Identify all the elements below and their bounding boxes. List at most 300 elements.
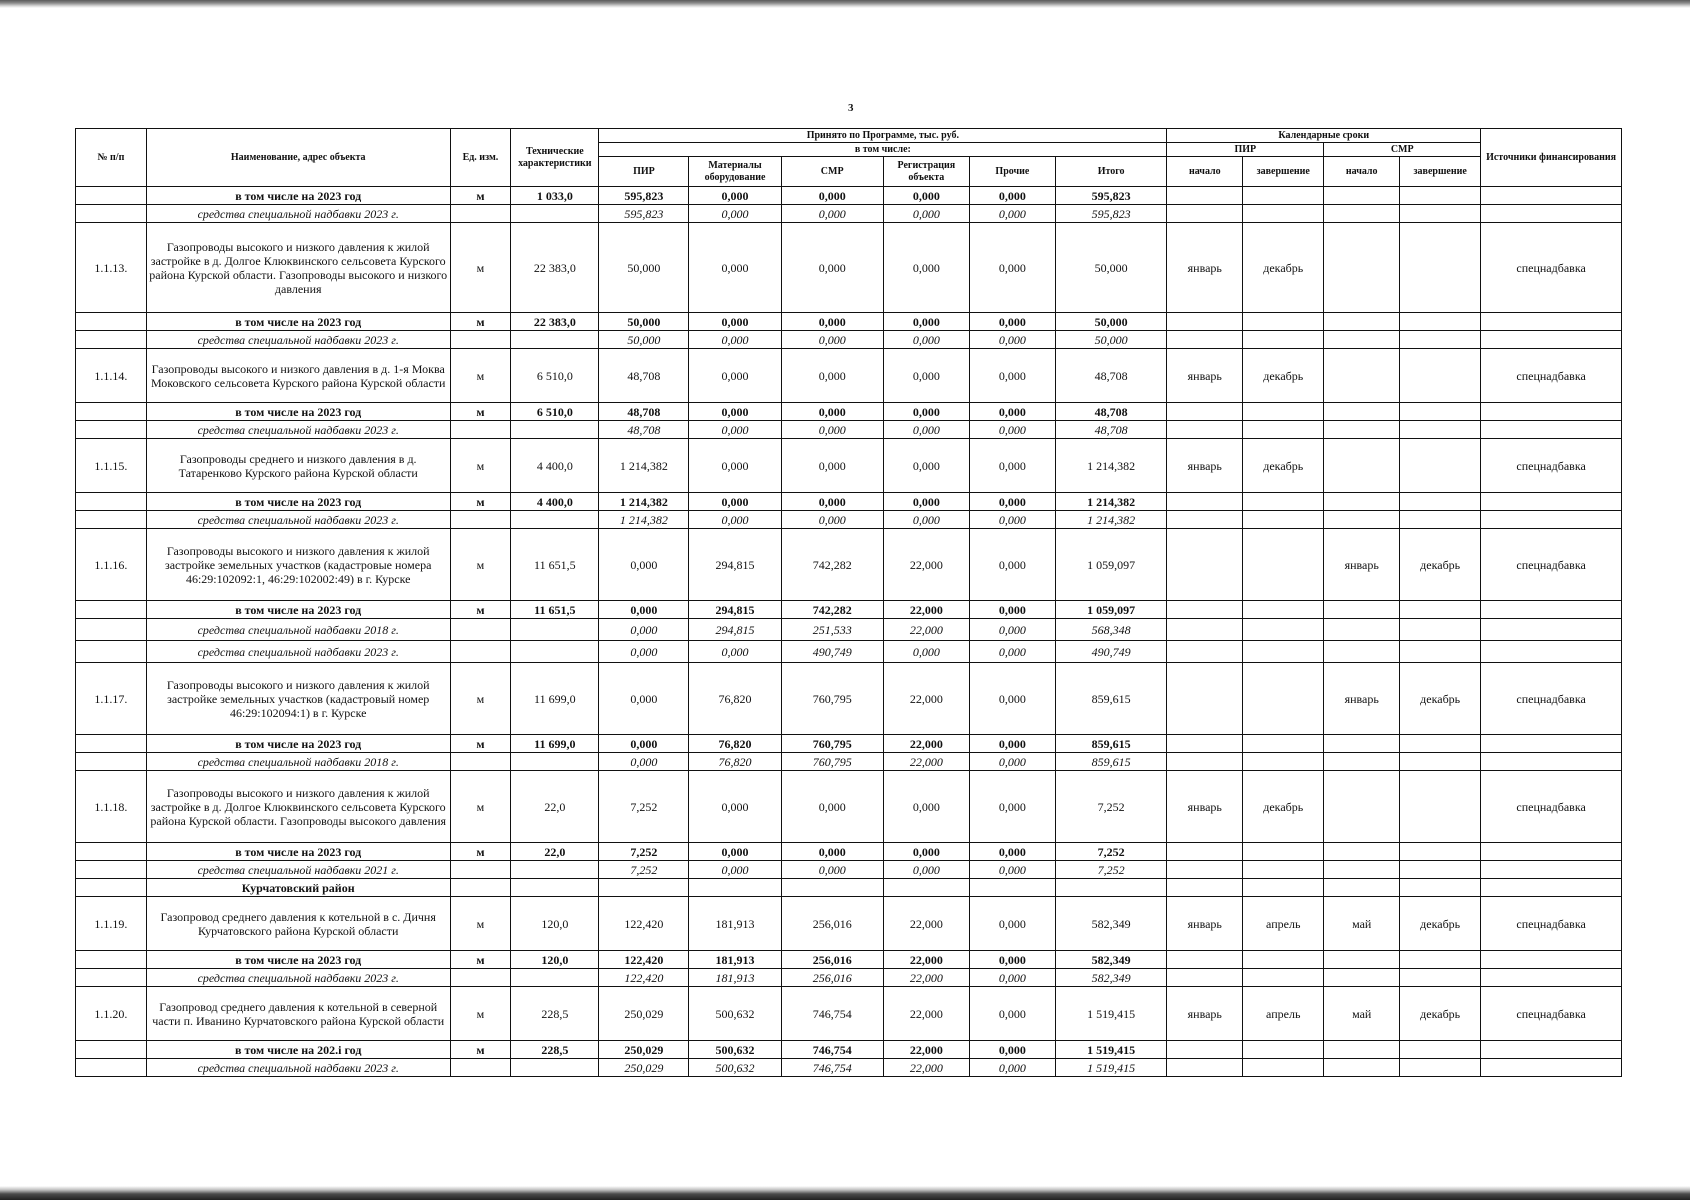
cell-unit: м <box>450 403 511 421</box>
cell-num: 1.1.13. <box>76 223 147 313</box>
cell-tech <box>511 511 599 529</box>
cell-end-pir <box>1243 421 1324 439</box>
cell-start-pir <box>1167 313 1243 331</box>
header-sources: Источники финансирования <box>1481 129 1622 187</box>
cell-start-pir <box>1167 403 1243 421</box>
cell-source <box>1481 843 1622 861</box>
cell-end-pir: декабрь <box>1243 223 1324 313</box>
cell-pir: 1 214,382 <box>599 439 689 493</box>
cell-total: 490,749 <box>1055 641 1166 663</box>
cell-name: в том числе на 2023 год <box>146 313 450 331</box>
cell-pir: 7,252 <box>599 843 689 861</box>
cell-name: в том числе на 2023 год <box>146 403 450 421</box>
cell-num <box>76 641 147 663</box>
cell-start-pir <box>1167 493 1243 511</box>
cell-start-pir: январь <box>1167 223 1243 313</box>
cell-name: средства специальной надбавки 2018 г. <box>146 753 450 771</box>
cell-start-pir <box>1167 663 1243 735</box>
year-subtotal-row <box>76 843 1622 861</box>
cell-materials: 500,632 <box>689 1059 781 1077</box>
cell-other: 0,000 <box>969 601 1055 619</box>
object-row <box>76 223 1622 313</box>
cell-materials: 0,000 <box>689 313 781 331</box>
cell-num <box>76 1059 147 1077</box>
cell-tech <box>511 861 599 879</box>
cell-start-pir: январь <box>1167 349 1243 403</box>
cell-name: средства специальной надбавки 2023 г. <box>146 511 450 529</box>
year-subtotal-row <box>76 735 1622 753</box>
cell-end-smr <box>1400 439 1481 493</box>
year-subtotal-row <box>76 493 1622 511</box>
cell-source: спецнадбавка <box>1481 663 1622 735</box>
cell-end-pir <box>1243 879 1324 897</box>
cell-other: 0,000 <box>969 187 1055 205</box>
cell-num <box>76 187 147 205</box>
cell-start-smr <box>1324 1059 1400 1077</box>
funding-row <box>76 861 1622 879</box>
header-name: Наименование, адрес объекта <box>146 129 450 187</box>
header-materials: Материалы оборудование <box>689 157 781 187</box>
cell-total: 50,000 <box>1055 223 1166 313</box>
cell-name: в том числе на 2023 год <box>146 493 450 511</box>
cell-other: 0,000 <box>969 619 1055 641</box>
cell-tech: 120,0 <box>511 897 599 951</box>
year-subtotal-row <box>76 951 1622 969</box>
cell-num <box>76 205 147 223</box>
cell-pir: 48,708 <box>599 421 689 439</box>
cell-source: спецнадбавка <box>1481 987 1622 1041</box>
cell-end-pir <box>1243 861 1324 879</box>
cell-registration: 0,000 <box>883 349 969 403</box>
cell-num <box>76 843 147 861</box>
cell-start-smr: январь <box>1324 529 1400 601</box>
region-row <box>76 879 1622 897</box>
cell-tech <box>511 619 599 641</box>
year-subtotal-row <box>76 313 1622 331</box>
cell-other: 0,000 <box>969 205 1055 223</box>
cell-end-smr <box>1400 861 1481 879</box>
cell-pir: 7,252 <box>599 771 689 843</box>
cell-start-pir <box>1167 969 1243 987</box>
funding-row <box>76 641 1622 663</box>
cell-start-pir <box>1167 529 1243 601</box>
cell-other: 0,000 <box>969 421 1055 439</box>
cell-end-pir <box>1243 969 1324 987</box>
cell-tech: 22,0 <box>511 771 599 843</box>
scan-edge-top <box>0 0 1690 8</box>
cell-total: 1 519,415 <box>1055 1059 1166 1077</box>
cell-start-smr: май <box>1324 987 1400 1041</box>
cell-end-smr <box>1400 843 1481 861</box>
cell-source: спецнадбавка <box>1481 529 1622 601</box>
cell-source <box>1481 641 1622 663</box>
cell-unit: м <box>450 493 511 511</box>
cell-registration: 22,000 <box>883 1041 969 1059</box>
cell-end-smr <box>1400 403 1481 421</box>
cell-tech: 6 510,0 <box>511 349 599 403</box>
cell-pir: 1 214,382 <box>599 511 689 529</box>
header-including: в том числе: <box>599 143 1167 157</box>
cell-source <box>1481 1059 1622 1077</box>
cell-num <box>76 313 147 331</box>
cell-other: 0,000 <box>969 735 1055 753</box>
cell-materials: 0,000 <box>689 331 781 349</box>
cell-pir: 7,252 <box>599 861 689 879</box>
cell-name: в том числе на 2023 год <box>146 843 450 861</box>
cell-end-smr <box>1400 1041 1481 1059</box>
cell-tech: 228,5 <box>511 987 599 1041</box>
cell-total: 48,708 <box>1055 421 1166 439</box>
cell-end-pir <box>1243 843 1324 861</box>
cell-total: 859,615 <box>1055 753 1166 771</box>
header-other: Прочие <box>969 157 1055 187</box>
cell-smr: 0,000 <box>781 313 883 331</box>
cell-start-smr <box>1324 753 1400 771</box>
cell-materials: 0,000 <box>689 421 781 439</box>
cell-registration: 0,000 <box>883 843 969 861</box>
cell-source: спецнадбавка <box>1481 897 1622 951</box>
cell-pir: 0,000 <box>599 619 689 641</box>
cell-num <box>76 601 147 619</box>
cell-smr: 760,795 <box>781 663 883 735</box>
cell-num: 1.1.18. <box>76 771 147 843</box>
cell-smr: 0,000 <box>781 493 883 511</box>
cell-num <box>76 493 147 511</box>
cell-source: спецнадбавка <box>1481 223 1622 313</box>
cell-total: 582,349 <box>1055 969 1166 987</box>
cell-start-smr <box>1324 1041 1400 1059</box>
cell-source <box>1481 969 1622 987</box>
cell-num <box>76 969 147 987</box>
cell-registration: 22,000 <box>883 951 969 969</box>
cell-total: 50,000 <box>1055 331 1166 349</box>
header-registration: Регистрация объекта <box>883 157 969 187</box>
cell-smr: 760,795 <box>781 753 883 771</box>
cell-name: Газопроводы высокого и низкого давления в д. 1-я Моква Моковского сельсовета Курского района Курской области <box>146 349 450 403</box>
cell-end-smr <box>1400 601 1481 619</box>
cell-start-smr: январь <box>1324 663 1400 735</box>
cell-start-smr <box>1324 205 1400 223</box>
cell-tech <box>511 753 599 771</box>
cell-name: средства специальной надбавки 2023 г. <box>146 1059 450 1077</box>
cell-registration <box>883 879 969 897</box>
cell-tech <box>511 879 599 897</box>
cell-name: Газопровод среднего давления к котельной в с. Дичня Курчатовского района Курской области <box>146 897 450 951</box>
cell-source <box>1481 1041 1622 1059</box>
cell-end-smr <box>1400 187 1481 205</box>
cell-unit: м <box>450 735 511 753</box>
cell-pir: 0,000 <box>599 601 689 619</box>
cell-start-smr <box>1324 641 1400 663</box>
cell-pir: 122,420 <box>599 969 689 987</box>
cell-tech <box>511 205 599 223</box>
cell-start-pir <box>1167 879 1243 897</box>
cell-other: 0,000 <box>969 771 1055 843</box>
cell-source <box>1481 187 1622 205</box>
cell-materials: 0,000 <box>689 771 781 843</box>
cell-unit: м <box>450 529 511 601</box>
cell-end-pir <box>1243 313 1324 331</box>
cell-unit: м <box>450 1041 511 1059</box>
cell-start-pir: январь <box>1167 439 1243 493</box>
cell-tech: 120,0 <box>511 951 599 969</box>
cell-name: в том числе на 202.і год <box>146 1041 450 1059</box>
cell-tech <box>511 1059 599 1077</box>
cell-start-pir: январь <box>1167 771 1243 843</box>
cell-start-smr <box>1324 771 1400 843</box>
cell-smr: 0,000 <box>781 511 883 529</box>
cell-start-pir <box>1167 843 1243 861</box>
cell-materials: 0,000 <box>689 439 781 493</box>
cell-total: 1 214,382 <box>1055 439 1166 493</box>
cell-pir: 250,029 <box>599 1041 689 1059</box>
year-subtotal-row <box>76 403 1622 421</box>
cell-smr: 742,282 <box>781 601 883 619</box>
header-total: Итого <box>1055 157 1166 187</box>
cell-name: в том числе на 2023 год <box>146 187 450 205</box>
cell-start-smr <box>1324 969 1400 987</box>
cell-registration: 0,000 <box>883 511 969 529</box>
funding-row <box>76 619 1622 641</box>
cell-unit: м <box>450 313 511 331</box>
cell-start-pir <box>1167 1041 1243 1059</box>
cell-other: 0,000 <box>969 331 1055 349</box>
cell-materials: 181,913 <box>689 951 781 969</box>
cell-end-smr <box>1400 641 1481 663</box>
cell-start-pir <box>1167 735 1243 753</box>
cell-registration: 22,000 <box>883 969 969 987</box>
year-subtotal-row <box>76 601 1622 619</box>
cell-unit: м <box>450 987 511 1041</box>
cell-registration: 22,000 <box>883 619 969 641</box>
cell-tech: 4 400,0 <box>511 439 599 493</box>
cell-other: 0,000 <box>969 1059 1055 1077</box>
cell-source <box>1481 879 1622 897</box>
cell-start-smr <box>1324 951 1400 969</box>
cell-other: 0,000 <box>969 511 1055 529</box>
cell-end-pir <box>1243 601 1324 619</box>
cell-source <box>1481 313 1622 331</box>
cell-registration: 0,000 <box>883 205 969 223</box>
cell-total: 568,348 <box>1055 619 1166 641</box>
cell-tech <box>511 641 599 663</box>
cell-total: 1 214,382 <box>1055 511 1166 529</box>
cell-end-pir: декабрь <box>1243 349 1324 403</box>
cell-num <box>76 735 147 753</box>
cell-num <box>76 619 147 641</box>
cell-name: средства специальной надбавки 2018 г. <box>146 619 450 641</box>
cell-source <box>1481 403 1622 421</box>
scan-edge-bottom <box>0 1186 1690 1200</box>
cell-name: средства специальной надбавки 2021 г. <box>146 861 450 879</box>
cell-other: 0,000 <box>969 987 1055 1041</box>
cell-smr: 746,754 <box>781 987 883 1041</box>
header-cal-pir: ПИР <box>1167 143 1324 157</box>
cell-other: 0,000 <box>969 493 1055 511</box>
cell-unit: м <box>450 187 511 205</box>
cell-smr: 0,000 <box>781 403 883 421</box>
cell-end-pir <box>1243 205 1324 223</box>
cell-unit <box>450 969 511 987</box>
cell-end-pir <box>1243 753 1324 771</box>
cell-registration: 22,000 <box>883 1059 969 1077</box>
cell-total: 50,000 <box>1055 313 1166 331</box>
cell-materials: 0,000 <box>689 861 781 879</box>
cell-num <box>76 1041 147 1059</box>
cell-materials: 0,000 <box>689 493 781 511</box>
cell-start-smr <box>1324 421 1400 439</box>
cell-start-smr <box>1324 601 1400 619</box>
cell-smr: 0,000 <box>781 843 883 861</box>
cell-source: спецнадбавка <box>1481 349 1622 403</box>
cell-smr: 0,000 <box>781 331 883 349</box>
cell-smr: 746,754 <box>781 1041 883 1059</box>
cell-smr: 746,754 <box>781 1059 883 1077</box>
cell-tech: 228,5 <box>511 1041 599 1059</box>
cell-start-smr <box>1324 187 1400 205</box>
cell-end-smr <box>1400 511 1481 529</box>
cell-name: Газопроводы высокого и низкого давления к жилой застройке в д. Долгое Клюквинского сельсовета Курского района Курской области. Газопроводы высокого и низкого давления <box>146 223 450 313</box>
cell-tech: 11 651,5 <box>511 529 599 601</box>
cell-unit <box>450 619 511 641</box>
cell-pir: 48,708 <box>599 403 689 421</box>
cell-end-smr <box>1400 771 1481 843</box>
cell-end-smr: декабрь <box>1400 663 1481 735</box>
cell-end-smr: декабрь <box>1400 987 1481 1041</box>
cell-unit <box>450 421 511 439</box>
cell-name: в том числе на 2023 год <box>146 601 450 619</box>
cell-materials: 0,000 <box>689 511 781 529</box>
cell-materials: 76,820 <box>689 753 781 771</box>
cell-tech: 11 651,5 <box>511 601 599 619</box>
cell-other: 0,000 <box>969 349 1055 403</box>
cell-num: 1.1.17. <box>76 663 147 735</box>
cell-unit <box>450 331 511 349</box>
cell-end-pir <box>1243 1041 1324 1059</box>
cell-start-smr <box>1324 439 1400 493</box>
cell-num <box>76 331 147 349</box>
cell-source <box>1481 511 1622 529</box>
cell-materials: 0,000 <box>689 641 781 663</box>
header-end-pir: завершение <box>1243 157 1324 187</box>
cell-total: 48,708 <box>1055 349 1166 403</box>
cell-unit: м <box>450 897 511 951</box>
cell-start-pir <box>1167 753 1243 771</box>
cell-total: 859,615 <box>1055 663 1166 735</box>
cell-end-pir: декабрь <box>1243 439 1324 493</box>
cell-other: 0,000 <box>969 529 1055 601</box>
cell-start-pir <box>1167 1059 1243 1077</box>
cell-pir: 0,000 <box>599 663 689 735</box>
cell-registration: 22,000 <box>883 601 969 619</box>
cell-start-pir <box>1167 421 1243 439</box>
cell-total <box>1055 879 1166 897</box>
header-calendar: Календарные сроки <box>1167 129 1481 143</box>
cell-source <box>1481 601 1622 619</box>
cell-name: в том числе на 2023 год <box>146 951 450 969</box>
funding-row <box>76 421 1622 439</box>
cell-registration: 0,000 <box>883 771 969 843</box>
cell-name: Курчатовский район <box>146 879 450 897</box>
cell-other: 0,000 <box>969 753 1055 771</box>
cell-unit <box>450 1059 511 1077</box>
cell-materials: 0,000 <box>689 843 781 861</box>
cell-end-pir <box>1243 331 1324 349</box>
cell-start-smr <box>1324 619 1400 641</box>
cell-name: Газопроводы высокого и низкого давления к жилой застройке земельных участков (кадастровый номер 46:29:102094:1) в г. Курске <box>146 663 450 735</box>
cell-pir: 48,708 <box>599 349 689 403</box>
cell-source <box>1481 421 1622 439</box>
cell-start-pir <box>1167 205 1243 223</box>
cell-materials: 0,000 <box>689 205 781 223</box>
year-subtotal-row <box>76 1041 1622 1059</box>
cell-registration: 22,000 <box>883 529 969 601</box>
funding-row <box>76 205 1622 223</box>
cell-pir: 0,000 <box>599 529 689 601</box>
cell-smr: 256,016 <box>781 969 883 987</box>
cell-start-smr <box>1324 331 1400 349</box>
object-row <box>76 987 1622 1041</box>
cell-start-smr <box>1324 403 1400 421</box>
cell-source <box>1481 951 1622 969</box>
cell-tech: 11 699,0 <box>511 735 599 753</box>
cell-name: Газопроводы высокого и низкого давления к жилой застройке земельных участков (кадастровые номера 46:29:102092:1, 46:29:102002:49) в г. Курске <box>146 529 450 601</box>
cell-registration: 0,000 <box>883 493 969 511</box>
cell-unit: м <box>450 223 511 313</box>
cell-pir: 0,000 <box>599 735 689 753</box>
cell-start-smr <box>1324 735 1400 753</box>
cell-total: 595,823 <box>1055 205 1166 223</box>
cell-materials: 76,820 <box>689 663 781 735</box>
cell-tech: 4 400,0 <box>511 493 599 511</box>
cell-name: Газопроводы среднего и низкого давления в д. Татаренково Курского района Курской области <box>146 439 450 493</box>
cell-smr: 256,016 <box>781 951 883 969</box>
cell-smr: 760,795 <box>781 735 883 753</box>
cell-total: 1 214,382 <box>1055 493 1166 511</box>
cell-total: 1 519,415 <box>1055 1041 1166 1059</box>
funding-row <box>76 511 1622 529</box>
cell-end-smr <box>1400 735 1481 753</box>
cell-end-smr <box>1400 421 1481 439</box>
cell-end-pir: апрель <box>1243 987 1324 1041</box>
cell-end-pir <box>1243 735 1324 753</box>
cell-start-pir <box>1167 861 1243 879</box>
cell-tech: 22,0 <box>511 843 599 861</box>
header-cal-smr: СМР <box>1324 143 1481 157</box>
cell-pir: 0,000 <box>599 641 689 663</box>
cell-num <box>76 879 147 897</box>
cell-num <box>76 861 147 879</box>
object-row <box>76 663 1622 735</box>
cell-registration: 0,000 <box>883 861 969 879</box>
cell-start-pir: январь <box>1167 897 1243 951</box>
cell-other: 0,000 <box>969 969 1055 987</box>
cell-other: 0,000 <box>969 439 1055 493</box>
cell-materials: 0,000 <box>689 223 781 313</box>
cell-num <box>76 753 147 771</box>
cell-pir: 50,000 <box>599 313 689 331</box>
cell-smr <box>781 879 883 897</box>
cell-start-smr <box>1324 879 1400 897</box>
cell-pir: 1 214,382 <box>599 493 689 511</box>
cell-num <box>76 511 147 529</box>
cell-start-smr <box>1324 349 1400 403</box>
cell-total: 582,349 <box>1055 897 1166 951</box>
cell-start-pir <box>1167 187 1243 205</box>
page-number: 3 <box>848 102 854 114</box>
cell-total: 7,252 <box>1055 771 1166 843</box>
cell-other: 0,000 <box>969 641 1055 663</box>
